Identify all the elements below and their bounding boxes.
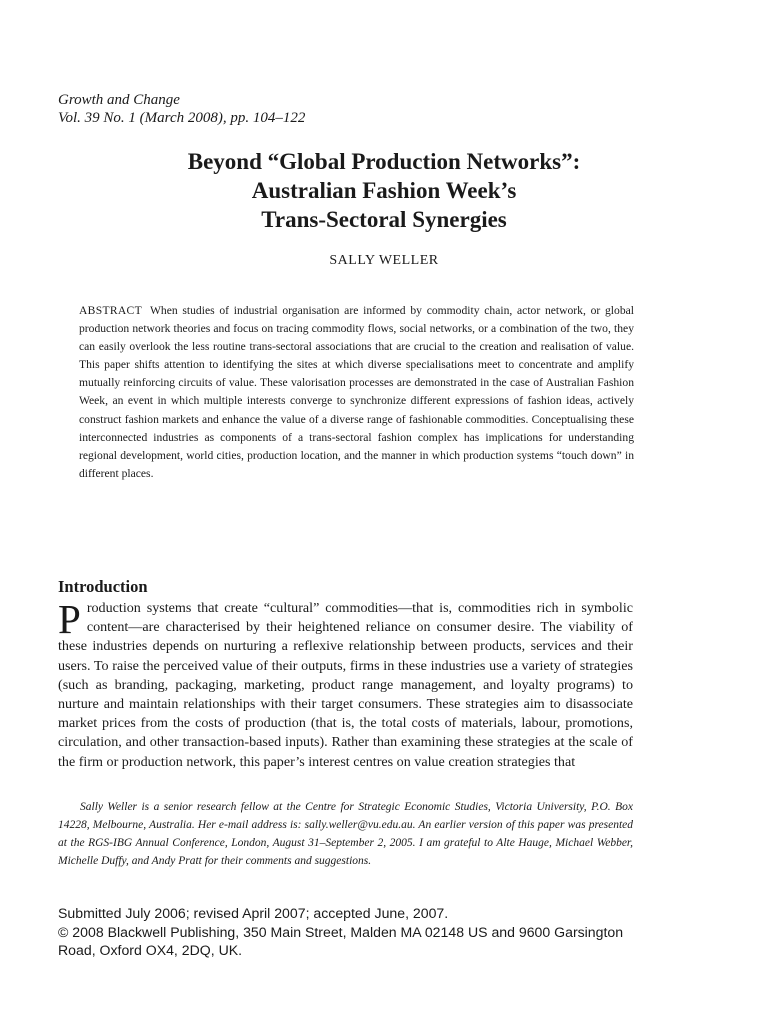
journal-name: Growth and Change [58,92,180,108]
introduction-text: roduction systems that create “cultural” commodities—that is, commodities rich in symbolic content—are characterised by their heightened reliance on consumer desire. The viability of these industries depends on nurturing a reflexive relationship between products, services and their users. To raise the perceived value of their outputs, firms in these industries use a variety of strategies (such as branding, packaging, marketing, product range management, and loyalty programs) to nurture and maintain relationships with their target consumers. These strategies aim to disassociate market prices from the costs of production (that is, the total costs of materials, labour, promotions, circulation, and other transaction-based inputs). Rather than examining these strategies at the scale of the firm or production network, this paper’s interest centres on value creation strategies that [58,600,633,770]
author-note: Sally Weller is a senior research fellow at the Centre for Strategic Economic Studies, Victoria University, P.O. Box 14228, Melbourne, Australia. Her e-mail address is: sally.weller@vu.edu.au. An earlier version of this paper was presented at the RGS-IBG Annual Conference, London, August 31–September 2, 2005. I am grateful to Alte Hauge, Michael Webber, Michelle Duffy, and Andy Pratt for their comments and suggestions. [58,801,633,868]
abstract-text: When studies of industrial organisation are informed by commodity chain, actor network, or global production network theories and focus on tracing commodity flows, social networks, or a combination of the two, they can easily overlook the less routine trans-sectoral associations that are crucial to the creation and realisation of value. This paper shifts attention to identifying the sites at which diverse specialisations meet to concentrate and amplify mutually reinforcing circuits of value. These valorisation processes are demonstrated in the case of Australian Fashion Week, an event in which multiple interests converge to synchronize different expressions of fashion ideas, actively construct fashion markets and enhance the value of a diverse range of fashionable commodities. Conceptualising these interconnected industries as components of a trans-sectoral fashion complex has implications for understanding regional development, world cities, production location, and the manner in which production systems “touch down” in different places. [79,304,634,480]
section-heading-introduction: Introduction [58,577,148,596]
author-name: SALLY WELLER [329,253,439,268]
journal-header [58,91,305,127]
drop-cap: P [58,596,81,642]
abstract-label: ABSTRACT [79,304,142,317]
introduction-body [58,596,633,772]
journal-issue: Vol. 39 No. 1 (March 2008), pp. 104–122 [58,110,306,126]
title-line-3: Trans-Sectoral Synergies [261,207,507,232]
paper-title [58,147,710,234]
title-line-1: Beyond “Global Production Networks”: [187,149,581,174]
submission-info [58,904,643,960]
submission-dates: Submitted July 2006; revised April 2007; accepted June, 2007. [58,905,449,921]
title-line-2: Australian Fashion Week’s [251,178,517,203]
abstract [79,302,634,483]
copyright-notice: © 2008 Blackwell Publishing, 350 Main Street, Malden MA 02148 US and 9600 Garsington Road, Oxford OX4, 2DQ, UK. [58,923,624,959]
